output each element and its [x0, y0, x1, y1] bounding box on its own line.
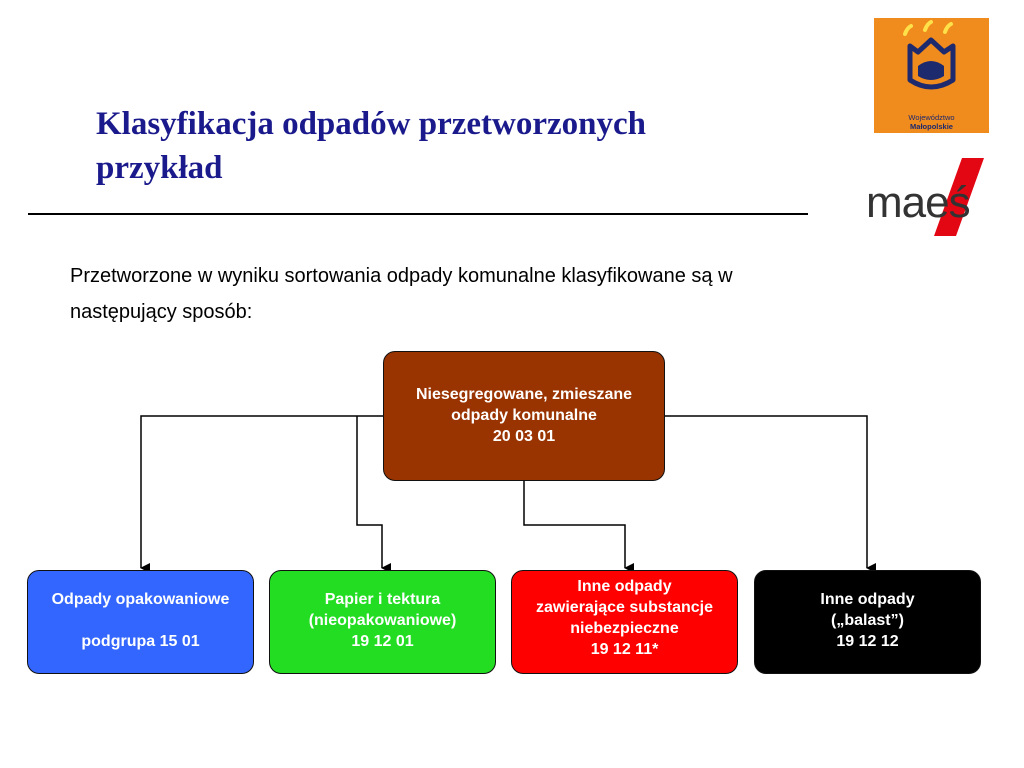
root-node-code: 20 03 01	[492, 428, 556, 445]
node-packaging-waste	[27, 570, 254, 674]
node-label: Papier i tektura	[324, 591, 441, 608]
connector-to-hazardous	[524, 481, 625, 568]
root-node-line: odpady komunalne	[451, 407, 597, 424]
intro-line-1: Przetworzone w wyniku sortowania odpady komunalne klasyfikowane są w	[70, 265, 733, 287]
connector-to-packaging	[141, 416, 383, 568]
node-label: Inne odpady	[820, 591, 915, 608]
node-label: niebezpieczne	[570, 620, 679, 637]
node-label: Inne odpady	[577, 578, 672, 595]
node-code: podgrupa 15 01	[81, 633, 200, 650]
maes-logo-text: maeś	[866, 178, 970, 227]
connector-to-ballast	[665, 416, 867, 568]
node-label: zawierające substancje	[536, 599, 713, 616]
node-code: 19 12 11*	[590, 641, 659, 658]
node-paper-cardboard	[269, 570, 496, 674]
title-line-1: Klasyfikacja odpadów przetworzonych	[96, 106, 646, 142]
node-code: 19 12 12	[836, 633, 899, 650]
root-node-mixed-municipal-waste	[383, 351, 665, 481]
root-node-line: Niesegregowane, zmieszane	[415, 386, 633, 403]
node-label: („balast”)	[831, 612, 904, 629]
node-label: (nieopakowaniowe)	[308, 612, 457, 629]
intro-line-2: następujący sposób:	[70, 301, 253, 323]
title-line-2: przykład	[96, 150, 223, 186]
node-hazardous-waste	[511, 570, 738, 674]
region-logo-line-1: Województwo	[908, 113, 955, 122]
node-code: 19 12 01	[351, 633, 414, 650]
node-ballast-waste	[754, 570, 981, 674]
connector-to-paper	[357, 416, 382, 568]
region-logo-line-2: Małopolskie	[910, 122, 953, 131]
node-label: Odpady opakowaniowe	[51, 591, 230, 608]
